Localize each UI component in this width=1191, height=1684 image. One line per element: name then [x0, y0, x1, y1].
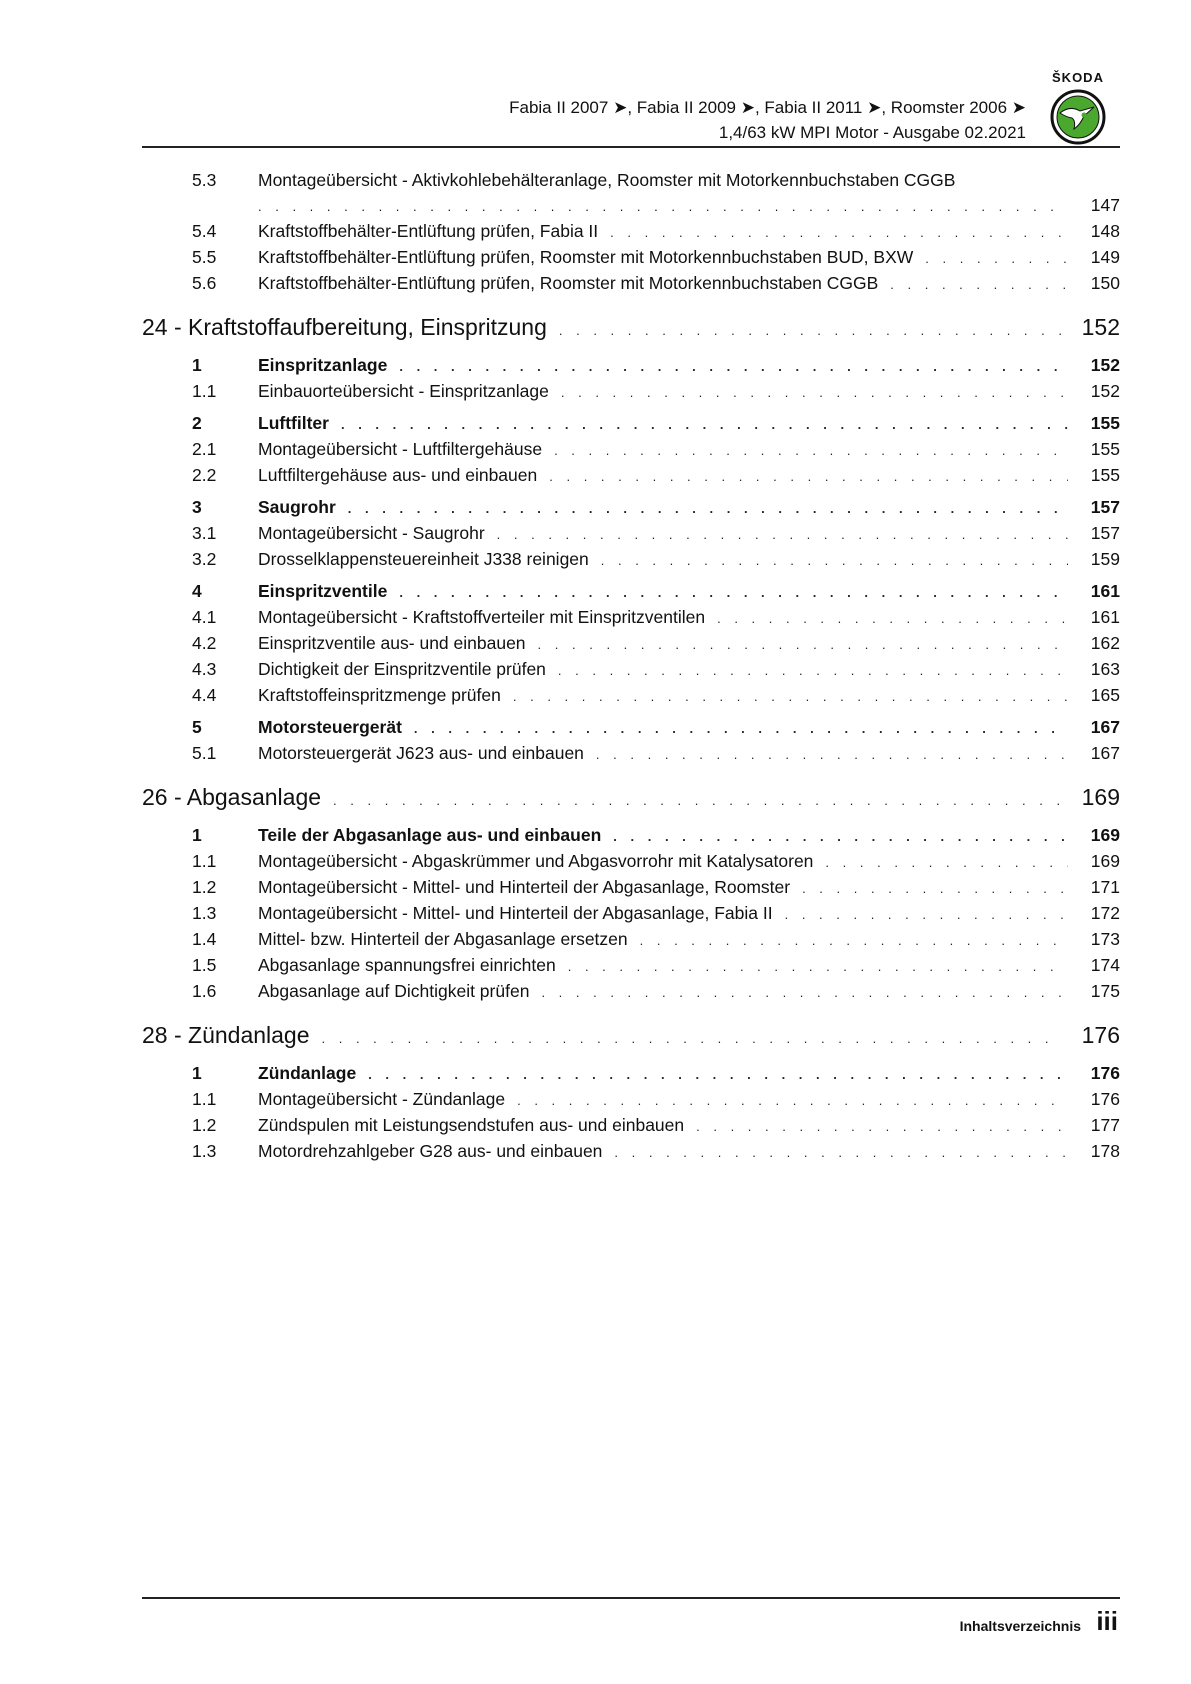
toc-title: Einspritzventile aus- und einbauen: [258, 633, 526, 653]
toc-number: 1.2: [192, 877, 217, 897]
toc-title: Teile der Abgasanlage aus- und einbauen: [258, 825, 602, 845]
toc-page: 157: [1090, 497, 1120, 517]
dot-leader: [513, 684, 1068, 709]
toc-number: 1.2: [192, 1115, 217, 1135]
toc-title: Zündspulen mit Leistungsendstufen aus- und einbauen: [258, 1115, 685, 1135]
toc-title: Montageübersicht - Mittel- und Hinterteil der Abgasanlage, Roomster: [258, 877, 791, 897]
toc-entry[interactable]: [142, 657, 1120, 683]
toc-page: 150: [1090, 273, 1120, 293]
dot-leader: [696, 1114, 1068, 1139]
toc-number: 5.1: [192, 743, 217, 763]
toc-number: 1.1: [192, 1089, 217, 1109]
toc-entry[interactable]: [142, 168, 1120, 193]
dot-leader: [640, 928, 1068, 953]
toc-page: 165: [1090, 685, 1120, 705]
toc-page: 149: [1090, 247, 1120, 267]
dot-leader: [541, 980, 1068, 1005]
toc-page: 172: [1090, 903, 1120, 923]
toc-entry[interactable]: [142, 437, 1120, 463]
toc-entry[interactable]: [142, 953, 1120, 979]
dot-leader: [322, 1023, 1063, 1055]
toc-number: 1.6: [192, 981, 217, 1001]
toc-number: 4.1: [192, 607, 217, 627]
dot-leader: [561, 380, 1068, 405]
toc-number: 1.3: [192, 1141, 217, 1161]
toc-page: 176: [1090, 1063, 1120, 1083]
toc-chapter[interactable]: [142, 781, 1120, 817]
dot-leader: [613, 824, 1068, 849]
footer-rule: [142, 1597, 1120, 1599]
toc-entry[interactable]: [142, 683, 1120, 709]
dot-leader: [596, 742, 1068, 767]
toc-title: Dichtigkeit der Einspritzventile prüfen: [258, 659, 546, 679]
chapter-title: 28 - Zündanlage: [142, 1022, 310, 1048]
header-models: Fabia II 2007 ➤, Fabia II 2009 ➤, Fabia II 2011 ➤, Roomster 2006 ➤: [509, 98, 1026, 117]
dot-leader: [368, 1062, 1068, 1087]
toc-section[interactable]: [142, 411, 1120, 437]
chapter-26-entries: [142, 823, 1120, 1005]
dot-leader: [399, 354, 1068, 379]
toc-page: 148: [1090, 221, 1120, 241]
toc-entry[interactable]: [142, 379, 1120, 405]
toc-title: Montageübersicht - Abgaskrümmer und Abgasvorrohr mit Katalysatoren: [258, 851, 814, 871]
toc-title: Montageübersicht - Saugrohr: [258, 523, 485, 543]
toc-section[interactable]: [142, 823, 1120, 849]
dot-leader: [568, 954, 1068, 979]
dot-leader: [348, 496, 1068, 521]
toc-page: 159: [1090, 549, 1120, 569]
toc-title: Montageübersicht - Zündanlage: [258, 1089, 506, 1109]
toc-page: 178: [1090, 1141, 1120, 1161]
toc-title: Montageübersicht - Aktivkohlebehälteranlage, Roomster mit Motorkennbuchstaben CGGB: [258, 170, 956, 190]
dot-leader: [601, 548, 1068, 573]
toc-section[interactable]: [142, 353, 1120, 379]
toc-page: 155: [1090, 413, 1120, 433]
toc-entry[interactable]: [142, 741, 1120, 767]
dot-leader: [258, 194, 1068, 219]
toc-entry[interactable]: [142, 219, 1120, 245]
toc-chapter[interactable]: [142, 311, 1120, 347]
toc-page: 155: [1090, 465, 1120, 485]
toc-entry[interactable]: [142, 927, 1120, 953]
toc-number: 1.1: [192, 381, 217, 401]
toc-page: 177: [1090, 1115, 1120, 1135]
toc-chapter[interactable]: [142, 1019, 1120, 1055]
dot-leader: [610, 220, 1068, 245]
toc-title: Saugrohr: [258, 497, 336, 517]
toc-entry[interactable]: [142, 605, 1120, 631]
dot-leader: [333, 785, 1063, 817]
dot-leader: [825, 850, 1068, 875]
toc-page: 157: [1090, 523, 1120, 543]
toc-page: 169: [1090, 851, 1120, 871]
dot-leader: [341, 412, 1068, 437]
toc-title: Motorsteuergerät J623 aus- und einbauen: [258, 743, 584, 763]
toc-entry[interactable]: [142, 901, 1120, 927]
dot-leader: [925, 246, 1068, 271]
chapter-page: 169: [1081, 784, 1120, 810]
toc-title: Zündanlage: [258, 1063, 357, 1083]
toc-entry[interactable]: [142, 271, 1120, 297]
toc-number: 2.1: [192, 439, 217, 459]
toc-title: Mittel- bzw. Hinterteil der Abgasanlage ersetzen: [258, 929, 628, 949]
toc-section[interactable]: [142, 1061, 1120, 1087]
toc-title: Kraftstoffbehälter-Entlüftung prüfen, Fabia II: [258, 221, 599, 241]
toc-number: 1.4: [192, 929, 217, 949]
toc-title: Kraftstoffeinspritzmenge prüfen: [258, 685, 501, 705]
toc-entry[interactable]: [142, 1087, 1120, 1113]
page-header: [509, 95, 1026, 145]
toc-title: Motorsteuergerät: [258, 717, 402, 737]
dot-leader: [558, 658, 1068, 683]
toc-title: Montageübersicht - Kraftstoffverteiler mit Einspritzventilen: [258, 607, 706, 627]
toc-page: 173: [1090, 929, 1120, 949]
toc-title: Drosselklappensteuereinheit J338 reinigen: [258, 549, 589, 569]
toc-entry[interactable]: [142, 521, 1120, 547]
toc-number: 3: [192, 497, 202, 517]
toc-page: 161: [1090, 607, 1120, 627]
toc-page: 176: [1090, 1089, 1120, 1109]
toc-number: 4: [192, 581, 202, 601]
toc-page: 163: [1090, 659, 1120, 679]
header-rule: [142, 146, 1120, 148]
toc-title: Motordrehzahlgeber G28 aus- und einbauen: [258, 1141, 603, 1161]
toc-title: Einspritzanlage: [258, 355, 388, 375]
toc-number: 3.1: [192, 523, 217, 543]
toc-number: 1: [192, 1063, 202, 1083]
toc-number: 5.5: [192, 247, 217, 267]
chapter-title: 24 - Kraftstoffaufbereitung, Einspritzung: [142, 314, 547, 340]
dot-leader: [399, 580, 1068, 605]
dot-leader: [717, 606, 1068, 631]
toc-number: 2.2: [192, 465, 217, 485]
toc-page: 152: [1090, 355, 1120, 375]
toc-page: 167: [1090, 743, 1120, 763]
toc-section[interactable]: [142, 715, 1120, 741]
toc-entry[interactable]: [142, 547, 1120, 573]
toc-number: 5: [192, 717, 202, 737]
chapter-28-entries: [142, 1061, 1120, 1165]
toc-page: 174: [1090, 955, 1120, 975]
dot-leader: [554, 438, 1068, 463]
header-engine: 1,4/63 kW MPI Motor - Ausgabe 02.2021: [718, 123, 1026, 142]
toc-entry[interactable]: [142, 849, 1120, 875]
toc-page: 147: [1090, 195, 1120, 215]
chapter-page: 152: [1081, 314, 1120, 340]
toc-title: Kraftstoffbehälter-Entlüftung prüfen, Roomster mit Motorkennbuchstaben CGGB: [258, 273, 879, 293]
toc-page: 171: [1090, 877, 1120, 897]
dot-leader: [802, 876, 1068, 901]
toc-number: 1: [192, 355, 202, 375]
toc-title: Einspritzventile: [258, 581, 388, 601]
dot-leader: [614, 1140, 1068, 1165]
toc-number: 5.6: [192, 273, 217, 293]
toc-number: 4.2: [192, 633, 217, 653]
dot-leader: [559, 315, 1063, 347]
skoda-logo: [1038, 70, 1118, 145]
dot-leader: [517, 1088, 1068, 1113]
dot-leader: [549, 464, 1068, 489]
toc-number: 1.3: [192, 903, 217, 923]
toc-entry[interactable]: [142, 245, 1120, 271]
toc-page: 162: [1090, 633, 1120, 653]
toc-number: 1.5: [192, 955, 217, 975]
toc-page: 169: [1090, 825, 1120, 845]
toc-number: 2: [192, 413, 202, 433]
skoda-winged-arrow-icon: [1050, 89, 1106, 145]
logo-text: ŠKODA: [1052, 70, 1104, 85]
toc-title: Einbauorteübersicht - Einspritzanlage: [258, 381, 549, 401]
toc-title: Kraftstoffbehälter-Entlüftung prüfen, Roomster mit Motorkennbuchstaben BUD, BXW: [258, 247, 914, 267]
toc-number: 1.1: [192, 851, 217, 871]
dot-leader: [890, 272, 1068, 297]
toc-page: 175: [1090, 981, 1120, 1001]
dot-leader: [538, 632, 1068, 657]
toc-page: 155: [1090, 439, 1120, 459]
dot-leader: [497, 522, 1068, 547]
toc-page: 167: [1090, 717, 1120, 737]
toc-entry-continuation[interactable]: [142, 193, 1120, 219]
toc-page: 152: [1090, 381, 1120, 401]
toc-entry[interactable]: [142, 875, 1120, 901]
toc-section[interactable]: [142, 495, 1120, 521]
dot-leader: [414, 716, 1068, 741]
toc-section[interactable]: [142, 579, 1120, 605]
chapter-page: 176: [1081, 1022, 1120, 1048]
table-of-contents: [142, 168, 1120, 1165]
chapter-title: 26 - Abgasanlage: [142, 784, 322, 810]
toc-entry[interactable]: [142, 631, 1120, 657]
toc-number: 4.4: [192, 685, 217, 705]
toc-entry[interactable]: [142, 1113, 1120, 1139]
toc-number: 1: [192, 825, 202, 845]
toc-entry[interactable]: [142, 463, 1120, 489]
toc-entry[interactable]: [142, 979, 1120, 1005]
toc-title: Montageübersicht - Luftfiltergehäuse: [258, 439, 543, 459]
footer-page-number: iii: [1096, 1606, 1118, 1636]
dot-leader: [785, 902, 1068, 927]
toc-number: 4.3: [192, 659, 217, 679]
footer-label: Inhaltsverzeichnis: [959, 1618, 1081, 1634]
toc-title: Luftfilter: [258, 413, 329, 433]
toc-number: 5.3: [192, 170, 217, 190]
toc-title: Montageübersicht - Mittel- und Hinterteil der Abgasanlage, Fabia II: [258, 903, 773, 923]
toc-title: Luftfiltergehäuse aus- und einbauen: [258, 465, 538, 485]
toc-entry[interactable]: [142, 1139, 1120, 1165]
toc-page: 161: [1090, 581, 1120, 601]
toc-number: 3.2: [192, 549, 217, 569]
chapter-24-entries: [142, 353, 1120, 767]
toc-number: 5.4: [192, 221, 217, 241]
toc-title: Abgasanlage spannungsfrei einrichten: [258, 955, 556, 975]
toc-title: Abgasanlage auf Dichtigkeit prüfen: [258, 981, 530, 1001]
